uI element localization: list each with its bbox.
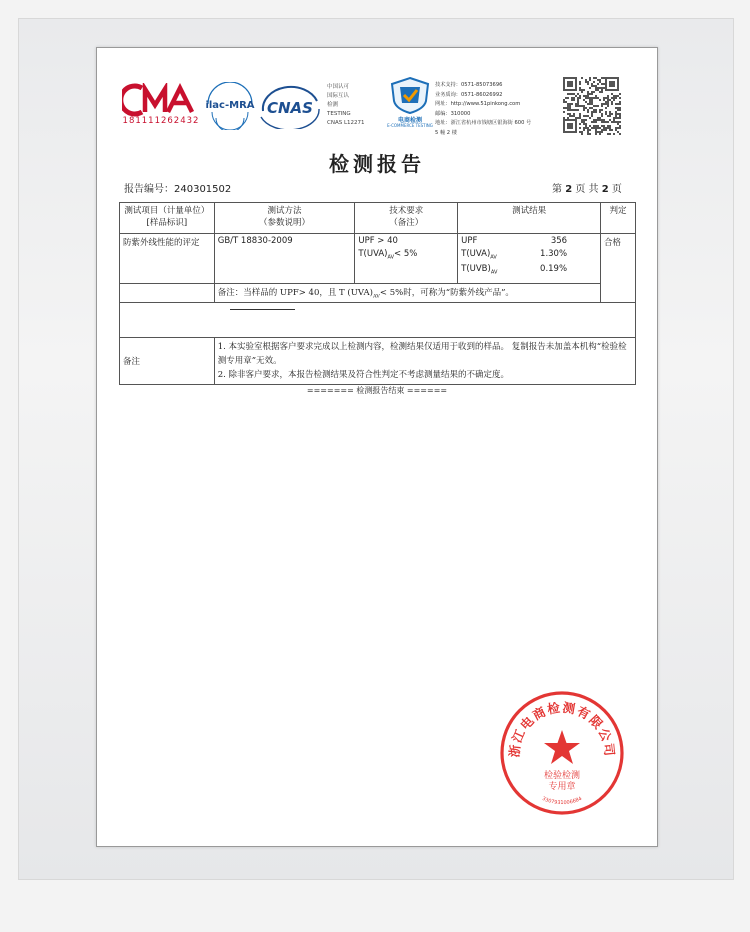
- svg-text:CNAS: CNAS: [267, 99, 313, 117]
- svg-text:专用章: 专用章: [548, 782, 576, 792]
- test-results-table: [119, 202, 636, 385]
- svg-text:浙江电商检测有限公司: 浙江电商检测有限公司: [506, 699, 618, 759]
- row-results: UPF 356 $T(UVA)_{AV}$ 1.30% $T(UVB)_{AV}$ 0.19%: [458, 234, 601, 284]
- table-header-row: [120, 203, 636, 234]
- star-icon: [544, 730, 580, 764]
- ilac-mra-logo-icon: [204, 82, 256, 130]
- divider-line: [230, 309, 295, 310]
- qr-code-icon: [563, 77, 621, 135]
- shield-check-icon: [380, 75, 440, 115]
- table-row: [120, 234, 636, 284]
- header-requirement: 技术要求 （备注）: [355, 203, 458, 234]
- remark-text: 备注：当样品的 UPF> 40，且 T $(UVA)_{AV}< 5\%$时，可称为“防紫外线产品”。: [214, 284, 600, 303]
- row-requirement: UPF > 40 $T(UVA)_{AV}< 5\%$: [355, 234, 458, 284]
- report-number: 报告编号：240301502: [124, 184, 232, 195]
- official-seal-stamp: [497, 688, 627, 818]
- svg-text:检验检测: 检验检测: [543, 771, 581, 781]
- header-result: 测试结果: [458, 203, 601, 234]
- svg-text:ilac-MRA: ilac-MRA: [205, 100, 255, 111]
- cnas-logo-icon: [257, 83, 322, 129]
- cma-number: 181111262432: [122, 116, 200, 126]
- svg-text:3307931006684: 3307931006684: [541, 795, 583, 807]
- header-method: 测试方法 （参数说明）: [214, 203, 355, 234]
- report-page: [96, 47, 658, 847]
- cma-logo: [122, 83, 200, 131]
- notes-label: 备注: [120, 337, 215, 384]
- report-end-marker: ======= 检测报告结束 ======: [306, 386, 448, 395]
- row-item: 防紫外线性能的评定: [120, 234, 215, 284]
- row-method: GB/T 18830-2009: [214, 234, 355, 284]
- remark-row: [120, 284, 636, 303]
- row-judge: 合格: [601, 234, 636, 303]
- notes-row: [120, 337, 636, 384]
- cma-mark-icon: [122, 83, 200, 117]
- page-title: 检测报告: [329, 152, 425, 176]
- header-judge: 判定: [601, 203, 636, 234]
- page-indicator: 第 2 页 共 2 页: [552, 184, 622, 195]
- notes-text: 1. 本实验室根据客户要求完成以上检测内容，检测结果仅适用于收到的样品。 复制报告未加盖本机构“检验检测专用章”无效。 2. 除非客户要求，本报告检测结果及符合性判定不考虑测量结果的不确定度。: [214, 337, 635, 384]
- header-item: 测试项目（计量单位） [样品标识]: [120, 203, 215, 234]
- blank-row: [120, 302, 636, 337]
- contact-info: 技术支持：0571-85073696 业务质询：0571-86026992 网址：http://www.51pinkong.com 邮编：310000 地址：浙江省杭州市钱塘区银海街 600 号 5 幢 2 楼: [435, 82, 532, 136]
- ecommerce-testing-logo: 电商检测 E-COMMERCE TESTING: [380, 75, 440, 135]
- cnas-accreditation-text: 中国认可 国际互认 检测 TESTING CNAS L12271: [327, 84, 365, 126]
